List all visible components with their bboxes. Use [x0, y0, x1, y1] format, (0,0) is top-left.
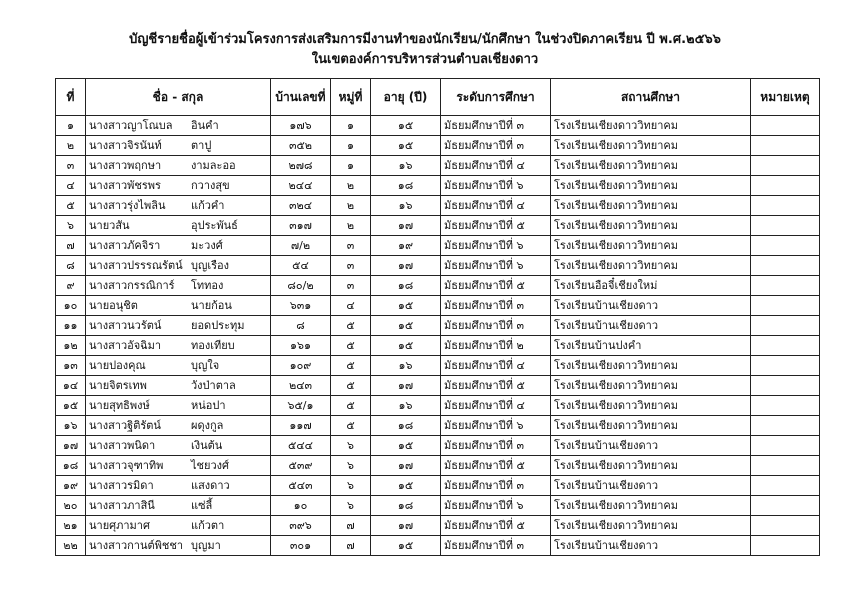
- row-education-level: มัธยมศึกษาปีที่ ๖: [441, 176, 551, 196]
- row-age: ๑๖: [371, 356, 441, 376]
- row-age: ๑๖: [371, 156, 441, 176]
- table-row: [56, 276, 820, 296]
- row-name: [86, 236, 271, 256]
- row-age: ๑๘: [371, 416, 441, 436]
- first-name: นางสาวพัชรพร: [89, 179, 161, 192]
- last-name: แก้วคำ: [191, 199, 225, 212]
- row-name: [86, 436, 271, 456]
- last-name: บุญมา: [191, 539, 221, 552]
- row-moo: ๒: [331, 216, 371, 236]
- row-note: [751, 256, 820, 276]
- last-name: วังป่าตาล: [191, 379, 236, 392]
- row-number: ๑๕: [56, 396, 86, 416]
- row-name: [86, 116, 271, 136]
- header-education-level: ระดับการศึกษา: [441, 79, 551, 116]
- row-age: ๑๗: [371, 456, 441, 476]
- table-row: [56, 316, 820, 336]
- table-row: [56, 196, 820, 216]
- row-school: โรงเรียนบ้านปงคำ: [551, 336, 751, 356]
- row-name: [86, 216, 271, 236]
- row-house-number: ๓๙๖: [271, 516, 331, 536]
- row-house-number: ๖๕/๑: [271, 396, 331, 416]
- row-education-level: มัธยมศึกษาปีที่ ๖: [441, 496, 551, 516]
- row-name: [86, 336, 271, 356]
- row-school: โรงเรียนบ้านเชียงดาว: [551, 296, 751, 316]
- row-number: ๑๔: [56, 376, 86, 396]
- row-school: โรงเรียนเชียงดาววิทยาคม: [551, 136, 751, 156]
- row-education-level: มัธยมศึกษาปีที่ ๓: [441, 476, 551, 496]
- first-name: นางสาวภาสินี: [89, 499, 155, 512]
- document-title: บัญชีรายชื่อผู้เข้าร่วมโครงการส่งเสริมการมีงานทำของนักเรียน/นักศึกษา ในช่วงปิดภาคเรียน ปี พ.ศ.๒๕๖๖: [129, 32, 721, 47]
- row-number: ๒๒: [56, 536, 86, 556]
- first-name: นางสาวกานต์พิชชา: [89, 539, 183, 552]
- row-house-number: ๘๐/๒: [271, 276, 331, 296]
- row-note: [751, 476, 820, 496]
- last-name: หน่อปา: [191, 399, 226, 412]
- row-school: โรงเรียนบ้านเชียงดาว: [551, 316, 751, 336]
- row-number: ๒๐: [56, 496, 86, 516]
- last-name: แก้วตา: [191, 519, 225, 532]
- row-moo: ๒: [331, 196, 371, 216]
- row-number: ๓: [56, 156, 86, 176]
- row-note: [751, 236, 820, 256]
- row-school: โรงเรียนเชียงดาววิทยาคม: [551, 236, 751, 256]
- row-house-number: ๓๑๗: [271, 216, 331, 236]
- row-moo: ๕: [331, 336, 371, 356]
- row-house-number: ๑๑๗: [271, 416, 331, 436]
- row-school: โรงเรียนเชียงดาววิทยาคม: [551, 156, 751, 176]
- first-name: นายสุทธิพงษ์: [89, 399, 150, 412]
- row-moo: ๑: [331, 136, 371, 156]
- row-age: ๑๕: [371, 536, 441, 556]
- row-house-number: ๕๔๔: [271, 436, 331, 456]
- row-school: โรงเรียนเชียงดาววิทยาคม: [551, 356, 751, 376]
- first-name: นางสาวจิรนันท์: [89, 139, 162, 152]
- row-school: โรงเรียนอือจี๋เชียงใหม่: [551, 276, 751, 296]
- row-age: ๑๗: [371, 376, 441, 396]
- table-row: [56, 496, 820, 516]
- row-school: โรงเรียนเชียงดาววิทยาคม: [551, 516, 751, 536]
- row-education-level: มัธยมศึกษาปีที่ ๓: [441, 436, 551, 456]
- row-note: [751, 416, 820, 436]
- row-moo: ๕: [331, 316, 371, 336]
- first-name: นายอนุชิต: [89, 299, 138, 312]
- row-note: [751, 516, 820, 536]
- row-school: โรงเรียนเชียงดาววิทยาคม: [551, 256, 751, 276]
- row-education-level: มัธยมศึกษาปีที่ ๓: [441, 296, 551, 316]
- row-name: [86, 536, 271, 556]
- row-name: [86, 296, 271, 316]
- document-subtitle: ในเขตองค์การบริหารส่วนตำบลเชียงดาว: [311, 52, 539, 67]
- row-education-level: มัธยมศึกษาปีที่ ๔: [441, 396, 551, 416]
- header-note: หมายเหตุ: [751, 79, 820, 116]
- table-row: [56, 456, 820, 476]
- row-moo: ๖: [331, 456, 371, 476]
- first-name: นางสาวอัจฉิมา: [89, 339, 162, 352]
- row-number: ๑๖: [56, 416, 86, 436]
- row-name: [86, 136, 271, 156]
- first-name: นางสาวกรรณิการ์: [89, 279, 175, 292]
- row-note: [751, 536, 820, 556]
- row-note: [751, 276, 820, 296]
- last-name: แสงดาว: [191, 479, 230, 492]
- table-row: [56, 256, 820, 276]
- row-name: [86, 416, 271, 436]
- table-row: [56, 436, 820, 456]
- row-education-level: มัธยมศึกษาปีที่ ๓: [441, 116, 551, 136]
- row-school: โรงเรียนเชียงดาววิทยาคม: [551, 176, 751, 196]
- row-education-level: มัธยมศึกษาปีที่ ๕: [441, 216, 551, 236]
- row-name: [86, 156, 271, 176]
- table-row: [56, 216, 820, 236]
- header-name: ชื่อ - สกุล: [86, 79, 271, 116]
- table-row: [56, 176, 820, 196]
- row-house-number: ๕๔: [271, 256, 331, 276]
- row-school: โรงเรียนบ้านเชียงดาว: [551, 436, 751, 456]
- row-name: [86, 376, 271, 396]
- row-name: [86, 316, 271, 336]
- last-name: งามละออ: [191, 159, 236, 172]
- table-row: [56, 156, 820, 176]
- row-note: [751, 156, 820, 176]
- row-number: ๒: [56, 136, 86, 156]
- row-age: ๑๘: [371, 276, 441, 296]
- last-name: โททอง: [191, 279, 224, 292]
- row-age: ๑๕: [371, 436, 441, 456]
- row-age: ๑๘: [371, 496, 441, 516]
- row-education-level: มัธยมศึกษาปีที่ ๒: [441, 336, 551, 356]
- first-name: นางสาวรุ่งไพลิน: [89, 199, 166, 212]
- row-number: ๑๑: [56, 316, 86, 336]
- last-name: บุญเรือง: [191, 259, 230, 272]
- first-name: นายศุภามาศ: [89, 519, 150, 532]
- row-house-number: ๕๔๓: [271, 476, 331, 496]
- first-name: นางสาวฐิติรัตน์: [89, 419, 161, 432]
- last-name: แซ่ลี้: [191, 499, 213, 512]
- row-house-number: ๘: [271, 316, 331, 336]
- row-number: ๕: [56, 196, 86, 216]
- row-note: [751, 376, 820, 396]
- first-name: นางสาวญาโณบล: [89, 119, 173, 132]
- row-note: [751, 396, 820, 416]
- row-school: โรงเรียนเชียงดาววิทยาคม: [551, 196, 751, 216]
- header-no: ที่: [56, 79, 86, 116]
- row-note: [751, 196, 820, 216]
- row-moo: ๑: [331, 156, 371, 176]
- row-name: [86, 176, 271, 196]
- table-row: [56, 356, 820, 376]
- first-name: นางสาวปรรรณรัตน์: [89, 259, 183, 272]
- row-number: ๑๐: [56, 296, 86, 316]
- row-house-number: ๒๔๔: [271, 176, 331, 196]
- row-number: ๑: [56, 116, 86, 136]
- row-school: โรงเรียนบ้านเชียงดาว: [551, 536, 751, 556]
- row-house-number: ๓๕๒: [271, 136, 331, 156]
- row-number: ๖: [56, 216, 86, 236]
- header-age: อายุ (ปี): [371, 79, 441, 116]
- row-note: [751, 136, 820, 156]
- row-house-number: ๖๓๑: [271, 296, 331, 316]
- table-row: [56, 476, 820, 496]
- row-house-number: ๒๗๘: [271, 156, 331, 176]
- participants-table: [55, 78, 820, 556]
- first-name: นางสาวภัคจิรา: [89, 239, 161, 252]
- row-number: ๑๒: [56, 336, 86, 356]
- row-house-number: ๗/๒: [271, 236, 331, 256]
- row-age: ๑๗: [371, 516, 441, 536]
- row-house-number: ๕๓๙: [271, 456, 331, 476]
- row-name: [86, 196, 271, 216]
- row-education-level: มัธยมศึกษาปีที่ ๔: [441, 156, 551, 176]
- last-name: ยอดประทุม: [191, 319, 245, 332]
- row-name: [86, 276, 271, 296]
- last-name: ไชยวงศ์: [191, 459, 229, 472]
- first-name: นายวสัน: [89, 219, 130, 232]
- row-age: ๑๕: [371, 476, 441, 496]
- table-row: [56, 116, 820, 136]
- last-name: ตาปู: [191, 139, 212, 152]
- row-name: [86, 516, 271, 536]
- row-moo: ๗: [331, 516, 371, 536]
- row-number: ๑๘: [56, 456, 86, 476]
- row-house-number: ๒๔๓: [271, 376, 331, 396]
- row-moo: ๒: [331, 176, 371, 196]
- row-note: [751, 296, 820, 316]
- row-moo: ๑: [331, 116, 371, 136]
- row-school: โรงเรียนเชียงดาววิทยาคม: [551, 456, 751, 476]
- row-education-level: มัธยมศึกษาปีที่ ๔: [441, 356, 551, 376]
- last-name: อินคำ: [191, 119, 219, 132]
- row-education-level: มัธยมศึกษาปีที่ ๓: [441, 536, 551, 556]
- last-name: มะวงศ์: [191, 239, 223, 252]
- row-moo: ๓: [331, 236, 371, 256]
- row-education-level: มัธยมศึกษาปีที่ ๕: [441, 516, 551, 536]
- row-moo: ๕: [331, 396, 371, 416]
- row-moo: ๔: [331, 296, 371, 316]
- last-name: กวางสุข: [191, 179, 230, 192]
- last-name: อุประพันธ์: [191, 219, 238, 232]
- row-education-level: มัธยมศึกษาปีที่ ๖: [441, 256, 551, 276]
- last-name: ผดุงกูล: [191, 419, 224, 432]
- table-row: [56, 136, 820, 156]
- row-note: [751, 316, 820, 336]
- table-row: [56, 376, 820, 396]
- row-name: [86, 476, 271, 496]
- header-house-number: บ้านเลขที่: [271, 79, 331, 116]
- row-moo: ๕: [331, 356, 371, 376]
- table-row: [56, 296, 820, 316]
- row-number: ๔: [56, 176, 86, 196]
- row-age: ๑๖: [371, 396, 441, 416]
- row-number: ๗: [56, 236, 86, 256]
- row-house-number: ๑๗๖: [271, 116, 331, 136]
- row-moo: ๕: [331, 416, 371, 436]
- row-number: ๘: [56, 256, 86, 276]
- row-age: ๑๕: [371, 336, 441, 356]
- row-house-number: ๓๒๔: [271, 196, 331, 216]
- first-name: นางสาวนวรัตน์: [89, 319, 162, 332]
- row-name: [86, 496, 271, 516]
- table-row: [56, 336, 820, 356]
- row-moo: ๖: [331, 436, 371, 456]
- table-row: [56, 416, 820, 436]
- row-note: [751, 436, 820, 456]
- row-note: [751, 176, 820, 196]
- table-header-row: [56, 79, 820, 116]
- row-education-level: มัธยมศึกษาปีที่ ๖: [441, 236, 551, 256]
- row-house-number: ๑๐: [271, 496, 331, 516]
- row-number: ๑๗: [56, 436, 86, 456]
- row-education-level: มัธยมศึกษาปีที่ ๕: [441, 376, 551, 396]
- row-school: โรงเรียนเชียงดาววิทยาคม: [551, 216, 751, 236]
- first-name: นางสาวจุฑาทิพ: [89, 459, 164, 472]
- row-age: ๑๗: [371, 216, 441, 236]
- row-note: [751, 216, 820, 236]
- last-name: บุญใจ: [191, 359, 220, 372]
- row-moo: ๖: [331, 496, 371, 516]
- row-house-number: ๑๖๑: [271, 336, 331, 356]
- first-name: นางสาวพนิดา: [89, 439, 156, 452]
- row-age: ๑๘: [371, 176, 441, 196]
- row-moo: ๕: [331, 376, 371, 396]
- row-school: โรงเรียนบ้านเชียงดาว: [551, 476, 751, 496]
- row-name: [86, 256, 271, 276]
- header-school: สถานศึกษา: [551, 79, 751, 116]
- table-row: [56, 516, 820, 536]
- first-name: นายจิตรเทพ: [89, 379, 147, 392]
- row-education-level: มัธยมศึกษาปีที่ ๓: [441, 136, 551, 156]
- row-education-level: มัธยมศึกษาปีที่ ๓: [441, 316, 551, 336]
- row-name: [86, 396, 271, 416]
- row-house-number: ๑๐๙: [271, 356, 331, 376]
- row-moo: ๓: [331, 256, 371, 276]
- row-age: ๑๙: [371, 236, 441, 256]
- row-school: โรงเรียนเชียงดาววิทยาคม: [551, 396, 751, 416]
- row-number: ๙: [56, 276, 86, 296]
- row-school: โรงเรียนเชียงดาววิทยาคม: [551, 116, 751, 136]
- row-moo: ๖: [331, 476, 371, 496]
- row-school: โรงเรียนเชียงดาววิทยาคม: [551, 496, 751, 516]
- row-age: ๑๖: [371, 196, 441, 216]
- first-name: นายปองคุณ: [89, 359, 146, 372]
- last-name: นายก้อน: [191, 299, 232, 312]
- row-name: [86, 356, 271, 376]
- last-name: เงินต้น: [191, 439, 223, 452]
- row-age: ๑๕: [371, 116, 441, 136]
- row-number: ๒๑: [56, 516, 86, 536]
- row-note: [751, 496, 820, 516]
- row-moo: ๗: [331, 536, 371, 556]
- row-education-level: มัธยมศึกษาปีที่ ๕: [441, 456, 551, 476]
- table-row: [56, 236, 820, 256]
- row-note: [751, 356, 820, 376]
- row-note: [751, 116, 820, 136]
- row-number: ๑๓: [56, 356, 86, 376]
- row-age: ๑๕: [371, 136, 441, 156]
- header-moo: หมู่ที่: [331, 79, 371, 116]
- row-education-level: มัธยมศึกษาปีที่ ๕: [441, 276, 551, 296]
- row-note: [751, 336, 820, 356]
- row-moo: ๓: [331, 276, 371, 296]
- row-education-level: มัธยมศึกษาปีที่ ๔: [441, 196, 551, 216]
- table-row: [56, 536, 820, 556]
- row-note: [751, 456, 820, 476]
- row-school: โรงเรียนเชียงดาววิทยาคม: [551, 416, 751, 436]
- row-age: ๑๕: [371, 296, 441, 316]
- row-age: ๑๕: [371, 316, 441, 336]
- first-name: นางสาวรมิดา: [89, 479, 154, 492]
- last-name: ทองเทียบ: [191, 339, 235, 352]
- row-age: ๑๗: [371, 256, 441, 276]
- row-name: [86, 456, 271, 476]
- row-number: ๑๙: [56, 476, 86, 496]
- row-education-level: มัธยมศึกษาปีที่ ๖: [441, 416, 551, 436]
- table-row: [56, 396, 820, 416]
- first-name: นางสาวพฤกษา: [89, 159, 162, 172]
- row-house-number: ๓๐๑: [271, 536, 331, 556]
- row-school: โรงเรียนเชียงดาววิทยาคม: [551, 376, 751, 396]
